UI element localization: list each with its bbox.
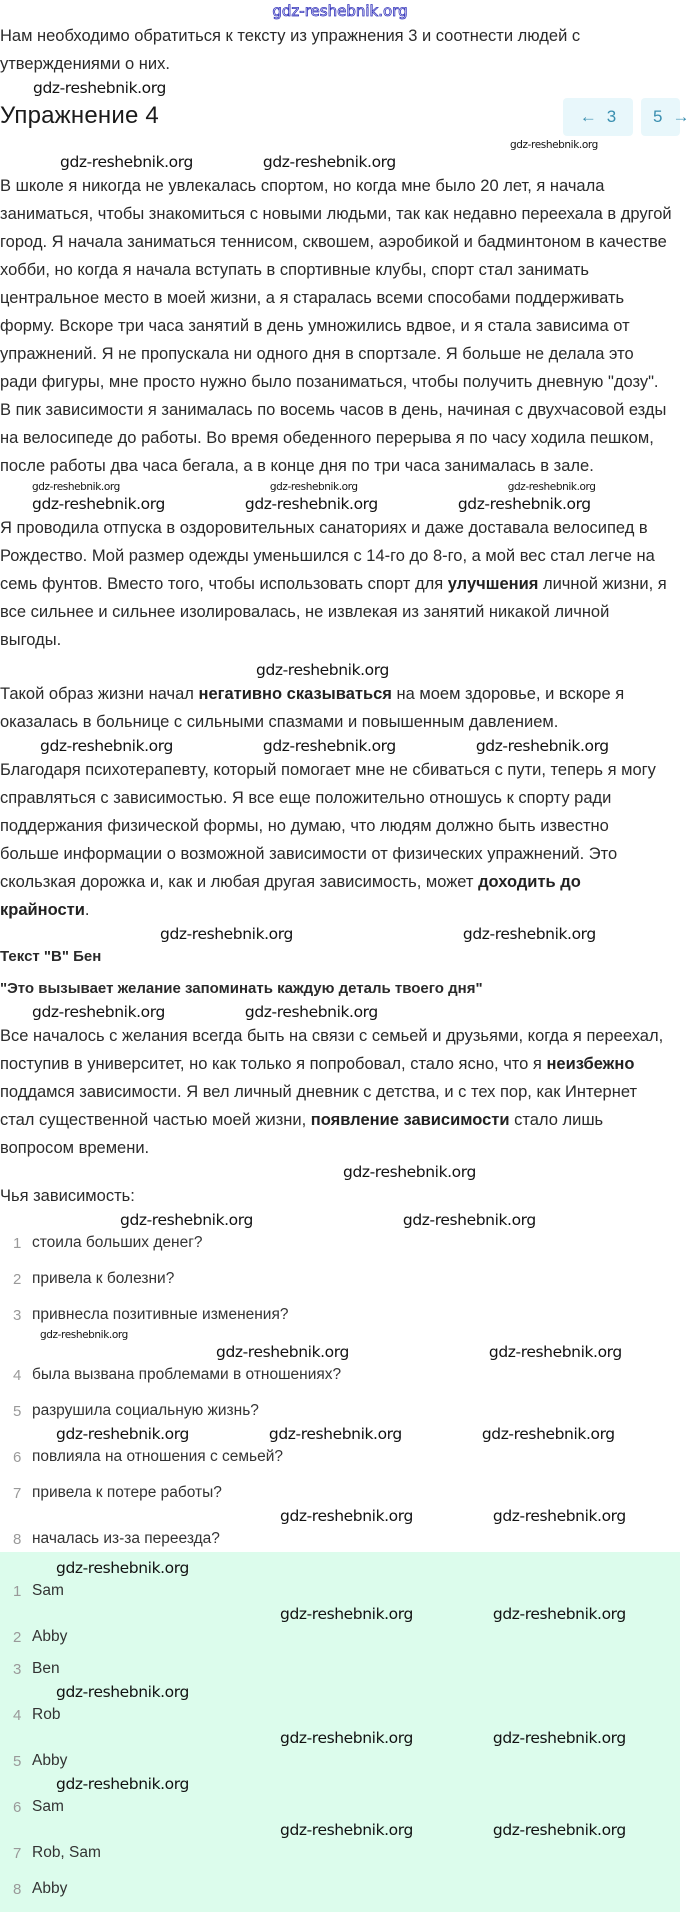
watermark: gdz-reshebnik.org	[280, 1507, 413, 1525]
watermark-row	[0, 924, 680, 944]
watermark: gdz-reshebnik.org	[492, 1507, 626, 1525]
answer-item	[0, 1794, 680, 1820]
answer-number: 7	[13, 1844, 22, 1862]
text-run: стало лишь вопросом времени.	[0, 1111, 604, 1157]
text-a-paragraph-3	[0, 680, 672, 736]
text-b-heading: Текст "B" Бен	[0, 948, 102, 965]
question-number: 4	[13, 1366, 22, 1384]
question-label: Чья зависимость:	[0, 1187, 135, 1205]
arrow-right-icon: →	[672, 107, 689, 126]
answer-text: Ben	[32, 1660, 60, 1677]
answer-item	[0, 1748, 680, 1774]
question-text: привела к потере работы?	[32, 1484, 222, 1501]
text-run: на моем здоровье, и вскоре я оказалась в больнице с сильными спазмами и повышенным давлением.	[0, 685, 625, 731]
watermark: gdz-reshebnik.org	[262, 153, 396, 171]
watermark: gdz-reshebnik.org	[510, 139, 598, 151]
bold-text: негативно сказываться	[198, 685, 392, 703]
watermark: gdz-reshebnik.org	[262, 737, 396, 755]
watermark-row	[0, 1774, 680, 1794]
watermark-row	[0, 78, 680, 98]
bold-text: доходить до крайности	[0, 873, 581, 919]
question-item	[0, 1230, 680, 1256]
question-item	[0, 1480, 680, 1506]
watermark-row	[0, 480, 680, 494]
watermark: gdz-reshebnik.org	[507, 481, 596, 493]
watermark: gdz-reshebnik.org	[40, 737, 173, 755]
watermark-row	[0, 1728, 680, 1748]
watermark-row	[0, 1604, 680, 1624]
question-item	[0, 1266, 680, 1292]
watermark: gdz-reshebnik.org	[475, 737, 609, 755]
watermark: gdz-reshebnik.org	[120, 1211, 253, 1229]
text-a-paragraph-2	[0, 514, 672, 654]
watermark: gdz-reshebnik.org	[244, 495, 378, 513]
question-number: 7	[13, 1484, 22, 1502]
watermark: gdz-reshebnik.org	[216, 1343, 349, 1361]
watermark: gdz-reshebnik.org	[481, 1425, 615, 1443]
watermark: gdz-reshebnik.org	[488, 1343, 622, 1361]
question-number: 1	[13, 1234, 22, 1252]
watermark-row	[0, 1210, 680, 1230]
bold-text: улучшения	[447, 575, 539, 593]
watermark: gdz-reshebnik.org	[280, 1729, 413, 1747]
text-run: .	[84, 901, 90, 919]
intro-text: Нам необходимо обратиться к тексту из упражнения 3 и соотнести людей с утверждениями о них.	[0, 27, 581, 73]
next-exercise-button[interactable]	[641, 98, 689, 136]
text-run: Все началось с желания всегда быть на связи с семьей и друзьями, когда я переехал, поступив в университет, но как только я попробовал, стало ясно, что я	[0, 1027, 664, 1073]
watermark: gdz-reshebnik.org	[280, 1605, 413, 1623]
answer-item	[0, 1578, 680, 1604]
answer-item	[0, 1876, 680, 1902]
text-b-quote: "Это вызывает желание запоминать каждую деталь твоего дня"	[0, 980, 483, 997]
answer-item	[0, 1702, 680, 1728]
watermark: gdz-reshebnik.org	[492, 1729, 626, 1747]
text-a-paragraph-1: В школе я никогда не увлекалась спортом, но когда мне было 20 лет, я начала заниматься, чтобы знакомиться с новыми людьми, так как недавно переехала в другой город. Я начала заниматься теннисом, сквошем, аэробикой и бадминтоном в качестве хобби, но когда я начала вступать в спортивные клубы, спорт стал занимать центральное место в моей жизни, а я старалась всеми способами поддерживать форму. Вскоре три часа занятий в день умножились вдвое, и я стала зависима от упражнений. Я не пропускала ни одного дня в спортзале. Я больше не делала это ради фигуры, мне просто нужно было позаниматься, чтобы получить дневную "дозу". В пик зависимости я занималась по восемь часов в день, начиная с двухчасовой езды на велосипеде до работы. Во время обеденного перерыва я по часу ходила пешком, после работы два часа бегала, а в конце дня по три часа занималась в зале.	[0, 177, 672, 475]
question-number: 8	[13, 1530, 22, 1548]
question-text: стоила больших денег?	[32, 1234, 203, 1251]
answer-number: 6	[13, 1798, 22, 1816]
prev-exercise-label: 3	[606, 107, 617, 126]
arrow-left-icon: ←	[579, 107, 597, 126]
answer-number: 3	[13, 1660, 22, 1678]
watermark: gdz-reshebnik.org	[60, 153, 193, 171]
watermark: gdz-reshebnik.org	[280, 1821, 413, 1839]
watermark-row	[0, 1506, 680, 1526]
watermark: gdz-reshebnik.org	[40, 1329, 128, 1341]
question-text: разрушила социальную жизнь?	[32, 1402, 259, 1419]
watermark: gdz-reshebnik.org	[402, 1211, 536, 1229]
watermark: gdz-reshebnik.org	[462, 925, 596, 943]
watermark: gdz-reshebnik.org	[269, 481, 358, 493]
answer-text: Sam	[32, 1798, 64, 1815]
watermark-row	[0, 1820, 680, 1840]
answer-item	[0, 1656, 680, 1682]
watermark: gdz-reshebnik.org	[33, 79, 166, 97]
text-run: личной жизни, я все сильнее и сильнее изолировалась, не извлекая из занятий никакой личной выгоды.	[0, 575, 667, 649]
bold-text: неизбежно	[546, 1055, 635, 1073]
watermark-row	[0, 1424, 680, 1444]
watermark-row	[0, 1162, 680, 1182]
question-text: началась из-за переезда?	[32, 1530, 220, 1547]
question-item	[0, 1302, 680, 1328]
watermark: gdz-reshebnik.org	[32, 481, 120, 493]
question-item	[0, 1398, 680, 1424]
watermark: gdz-reshebnik.org	[244, 1003, 378, 1021]
question-number: 6	[13, 1448, 22, 1466]
watermark: gdz-reshebnik.org	[32, 1003, 165, 1021]
watermark-row	[0, 736, 680, 756]
watermark-row	[0, 1558, 680, 1578]
text-run: поддамся зависимости. Я вел личный дневник с детства, и с тех пор, как Интернет стал существенной частью моей жизни,	[0, 1083, 638, 1129]
question-number: 3	[13, 1306, 22, 1324]
watermark: gdz-reshebnik.org	[492, 1605, 626, 1623]
question-item	[0, 1526, 680, 1552]
question-text: повлияла на отношения с семьей?	[32, 1448, 284, 1465]
answer-number: 2	[13, 1628, 22, 1646]
answer-text: Rob	[32, 1706, 61, 1723]
watermark: gdz-reshebnik.org	[457, 495, 591, 513]
question-number: 2	[13, 1270, 22, 1288]
question-text: привнесла позитивные изменения?	[32, 1306, 289, 1323]
watermark-row	[0, 494, 680, 514]
answer-item	[0, 1840, 680, 1866]
watermark-row	[0, 138, 680, 152]
next-exercise-label: 5	[653, 107, 663, 126]
site-watermark-header: gdz-reshebnik.org	[272, 2, 408, 20]
watermark-row	[0, 152, 680, 172]
watermark-row	[0, 660, 680, 680]
question-text: была вызвана проблемами в отношениях?	[32, 1366, 342, 1383]
text-a-paragraph-4	[0, 756, 672, 924]
answer-text: Rob, Sam	[32, 1844, 101, 1861]
watermark-row	[0, 1342, 680, 1362]
text-run: Благодаря психотерапевту, который помогает мне не сбиваться с пути, теперь я могу справляться с зависимостью. Я все еще положительно отношусь к спорту ради поддержания физической формы, но думаю, что людям должно быть известно больше информации о возможной зависимости от физических упражнений. Это скользкая дорожка и, как и любая другая зависимость, может	[0, 761, 656, 891]
watermark: gdz-reshebnik.org	[492, 1821, 626, 1839]
question-item	[0, 1362, 680, 1388]
watermark: gdz-reshebnik.org	[268, 1425, 402, 1443]
watermark: gdz-reshebnik.org	[56, 1425, 189, 1443]
text-run: Я проводила отпуска в оздоровительных санаториях и даже доставала велосипед в Рождество. Мой размер одежды уменьшился с 14-го до 8-го, а мой вес стал легче на семь фунтов. Вместо того, чтобы использовать спорт для	[0, 519, 655, 593]
question-number: 5	[13, 1402, 22, 1420]
watermark-row	[0, 1002, 680, 1022]
watermark: gdz-reshebnik.org	[56, 1775, 189, 1793]
prev-exercise-button[interactable]	[563, 98, 633, 136]
answer-item	[0, 1624, 680, 1650]
answer-number: 8	[13, 1880, 22, 1898]
answer-number: 4	[13, 1706, 22, 1724]
watermark: gdz-reshebnik.org	[256, 661, 389, 679]
answer-text: Abby	[32, 1628, 68, 1645]
watermark: gdz-reshebnik.org	[343, 1163, 476, 1181]
title-row	[0, 98, 689, 138]
watermark: gdz-reshebnik.org	[32, 495, 165, 513]
watermark: gdz-reshebnik.org	[56, 1559, 189, 1577]
text-run: Такой образ жизни начал	[0, 685, 199, 703]
question-item	[0, 1444, 680, 1470]
answer-text: Abby	[32, 1752, 68, 1769]
text-b-paragraph	[0, 1022, 672, 1162]
question-text: привела к болезни?	[32, 1270, 175, 1287]
bold-text: появление зависимости	[310, 1111, 510, 1129]
answer-number: 5	[13, 1752, 22, 1770]
watermark-row	[0, 1682, 680, 1702]
answers-panel	[0, 1552, 680, 1912]
watermark: gdz-reshebnik.org	[160, 925, 293, 943]
watermark: gdz-reshebnik.org	[56, 1683, 189, 1701]
watermark-row	[0, 1328, 680, 1342]
answer-number: 1	[13, 1582, 22, 1600]
answer-text: Sam	[32, 1582, 64, 1599]
page-title: Упражнение 4	[0, 102, 159, 129]
answer-text: Abby	[32, 1880, 68, 1897]
